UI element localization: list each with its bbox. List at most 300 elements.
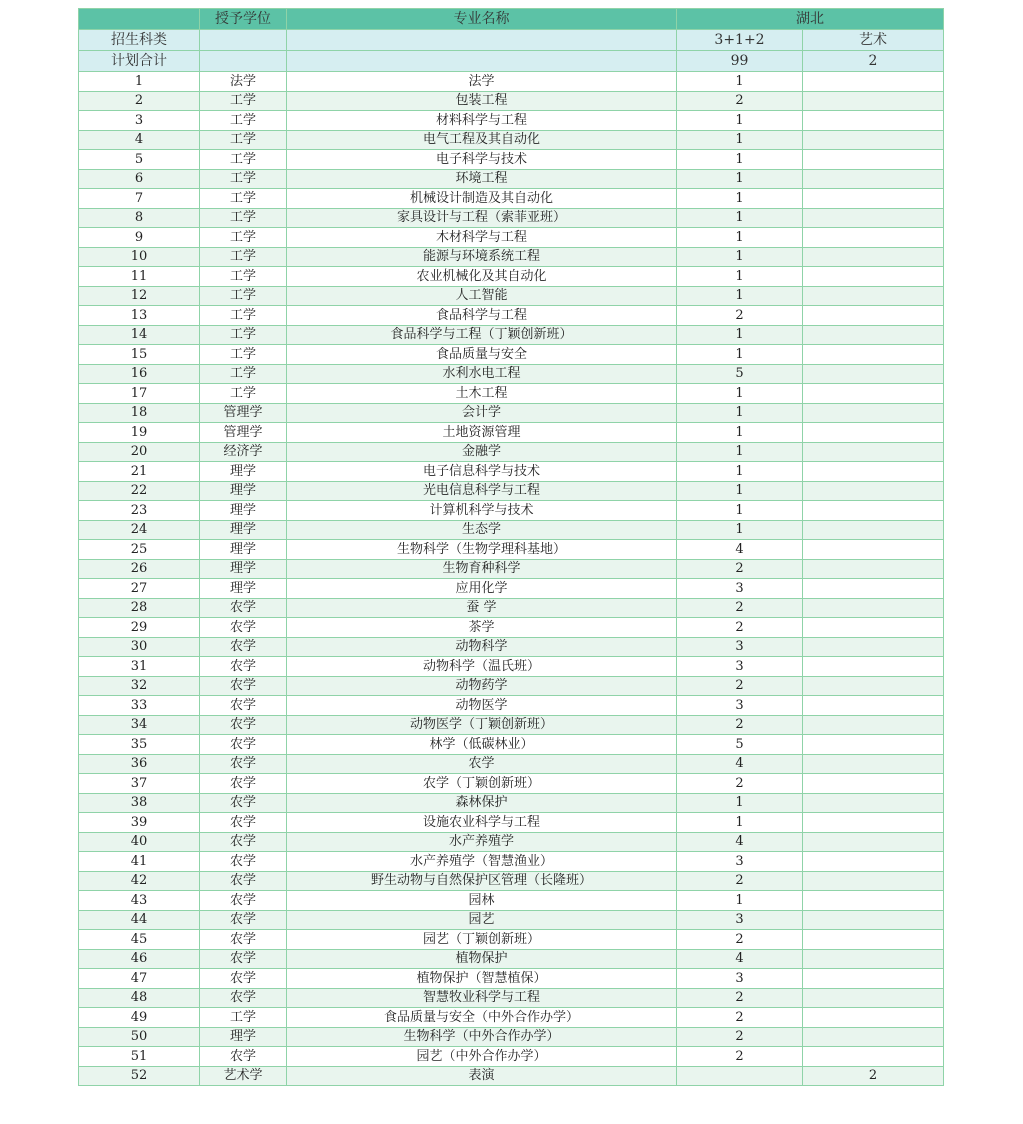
category-art: 艺术	[803, 30, 944, 51]
major-cell: 法学	[287, 72, 677, 92]
category-label: 招生科类	[79, 30, 200, 51]
quota-312-cell: 2	[677, 618, 803, 638]
quota-312-cell: 1	[677, 793, 803, 813]
table-row	[79, 130, 944, 150]
row-number: 11	[79, 267, 200, 287]
table-row	[79, 286, 944, 306]
table-row	[79, 72, 944, 92]
degree-cell: 农学	[200, 930, 287, 950]
table-row	[79, 735, 944, 755]
table-row	[79, 696, 944, 716]
row-number: 22	[79, 481, 200, 501]
category-312: 3+1+2	[677, 30, 803, 51]
quota-art-cell	[803, 988, 944, 1008]
row-number: 5	[79, 150, 200, 170]
degree-cell: 工学	[200, 189, 287, 209]
table-row	[79, 442, 944, 462]
quota-312-cell: 1	[677, 286, 803, 306]
table-row	[79, 852, 944, 872]
degree-cell: 工学	[200, 267, 287, 287]
row-number: 16	[79, 364, 200, 384]
table-row	[79, 774, 944, 794]
degree-cell: 工学	[200, 306, 287, 326]
quota-312-cell: 1	[677, 501, 803, 521]
quota-312-cell: 4	[677, 754, 803, 774]
row-number: 41	[79, 852, 200, 872]
row-number: 48	[79, 988, 200, 1008]
total-blank-cell	[287, 51, 677, 72]
major-cell: 生态学	[287, 520, 677, 540]
table-row	[79, 969, 944, 989]
table-row	[79, 1008, 944, 1028]
quota-312-cell: 1	[677, 813, 803, 833]
quota-312-cell: 1	[677, 384, 803, 404]
major-cell: 野生动物与自然保护区管理（长隆班）	[287, 871, 677, 891]
quota-art-cell	[803, 754, 944, 774]
row-number: 44	[79, 910, 200, 930]
quota-art-cell	[803, 501, 944, 521]
total-label: 计划合计	[79, 51, 200, 72]
quota-art-cell	[803, 228, 944, 248]
degree-cell: 农学	[200, 988, 287, 1008]
table-row	[79, 598, 944, 618]
table-row	[79, 949, 944, 969]
row-number: 46	[79, 949, 200, 969]
major-cell: 生物育种科学	[287, 559, 677, 579]
quota-art-cell	[803, 1027, 944, 1047]
major-cell: 家具设计与工程（索菲亚班）	[287, 208, 677, 228]
degree-cell: 工学	[200, 364, 287, 384]
table-row	[79, 111, 944, 131]
quota-312-cell: 1	[677, 891, 803, 911]
row-number: 12	[79, 286, 200, 306]
total-row	[79, 51, 944, 72]
major-cell: 蚕 学	[287, 598, 677, 618]
row-number: 10	[79, 247, 200, 267]
table-row	[79, 579, 944, 599]
quota-art-cell	[803, 364, 944, 384]
row-number: 19	[79, 423, 200, 443]
quota-312-cell: 1	[677, 481, 803, 501]
quota-art-cell	[803, 306, 944, 326]
quota-312-cell: 3	[677, 852, 803, 872]
quota-312-cell: 2	[677, 1047, 803, 1067]
table-row	[79, 462, 944, 482]
degree-cell: 农学	[200, 949, 287, 969]
degree-cell: 农学	[200, 891, 287, 911]
degree-cell: 理学	[200, 462, 287, 482]
quota-312-cell: 5	[677, 364, 803, 384]
quota-art-cell	[803, 618, 944, 638]
major-cell: 会计学	[287, 403, 677, 423]
quota-312-cell: 1	[677, 72, 803, 92]
degree-cell: 理学	[200, 501, 287, 521]
quota-art-cell	[803, 462, 944, 482]
quota-art-cell	[803, 150, 944, 170]
row-number: 52	[79, 1066, 200, 1086]
row-number: 30	[79, 637, 200, 657]
quota-312-cell: 1	[677, 267, 803, 287]
row-number: 39	[79, 813, 200, 833]
major-cell: 包装工程	[287, 91, 677, 111]
quota-art-cell	[803, 793, 944, 813]
major-cell: 环境工程	[287, 169, 677, 189]
major-cell: 电子信息科学与技术	[287, 462, 677, 482]
quota-art-cell	[803, 1047, 944, 1067]
degree-cell: 农学	[200, 774, 287, 794]
degree-cell: 工学	[200, 325, 287, 345]
major-cell: 农学（丁颖创新班）	[287, 774, 677, 794]
degree-cell: 农学	[200, 754, 287, 774]
table-row	[79, 520, 944, 540]
quota-312-cell: 2	[677, 988, 803, 1008]
quota-art-cell	[803, 949, 944, 969]
degree-cell: 工学	[200, 169, 287, 189]
degree-cell: 理学	[200, 481, 287, 501]
degree-cell: 农学	[200, 618, 287, 638]
major-cell: 水利水电工程	[287, 364, 677, 384]
quota-art-cell	[803, 930, 944, 950]
degree-cell: 工学	[200, 1008, 287, 1028]
province-header: 湖北	[677, 9, 944, 30]
row-number: 1	[79, 72, 200, 92]
row-number: 9	[79, 228, 200, 248]
table-row	[79, 267, 944, 287]
table-row	[79, 169, 944, 189]
major-cell: 园艺（中外合作办学）	[287, 1047, 677, 1067]
quota-art-cell	[803, 325, 944, 345]
major-cell: 人工智能	[287, 286, 677, 306]
major-cell: 电气工程及其自动化	[287, 130, 677, 150]
major-cell: 电子科学与技术	[287, 150, 677, 170]
table-row	[79, 891, 944, 911]
quota-312-cell: 1	[677, 345, 803, 365]
quota-312-cell: 1	[677, 111, 803, 131]
degree-cell: 工学	[200, 286, 287, 306]
table-row	[79, 754, 944, 774]
quota-art-cell	[803, 1008, 944, 1028]
major-cell: 设施农业科学与工程	[287, 813, 677, 833]
degree-cell: 经济学	[200, 442, 287, 462]
quota-312-cell: 1	[677, 247, 803, 267]
quota-312-cell: 2	[677, 91, 803, 111]
major-cell: 食品质量与安全（中外合作办学）	[287, 1008, 677, 1028]
quota-312-cell: 1	[677, 169, 803, 189]
major-cell: 智慧牧业科学与工程	[287, 988, 677, 1008]
table-row	[79, 637, 944, 657]
quota-art-cell	[803, 969, 944, 989]
quota-art-cell	[803, 715, 944, 735]
table-row	[79, 423, 944, 443]
row-number: 49	[79, 1008, 200, 1028]
quota-312-cell: 3	[677, 657, 803, 677]
row-number: 29	[79, 618, 200, 638]
quota-art-cell	[803, 403, 944, 423]
table-row	[79, 208, 944, 228]
quota-art-cell	[803, 891, 944, 911]
degree-cell: 农学	[200, 696, 287, 716]
degree-cell: 工学	[200, 150, 287, 170]
row-number: 51	[79, 1047, 200, 1067]
table-row	[79, 1047, 944, 1067]
row-number: 23	[79, 501, 200, 521]
table-row	[79, 384, 944, 404]
quota-312-cell: 2	[677, 774, 803, 794]
quota-art-cell	[803, 579, 944, 599]
degree-cell: 工学	[200, 345, 287, 365]
degree-cell: 艺术学	[200, 1066, 287, 1086]
quota-art-cell	[803, 774, 944, 794]
quota-312-cell: 1	[677, 520, 803, 540]
quota-art-cell	[803, 637, 944, 657]
major-cell: 金融学	[287, 442, 677, 462]
major-cell: 林学（低碳林业）	[287, 735, 677, 755]
quota-312-cell: 1	[677, 130, 803, 150]
major-cell: 森林保护	[287, 793, 677, 813]
quota-312-cell: 2	[677, 676, 803, 696]
row-number: 50	[79, 1027, 200, 1047]
quota-art-cell	[803, 696, 944, 716]
quota-312-cell: 3	[677, 910, 803, 930]
quota-312-cell: 3	[677, 637, 803, 657]
quota-art-cell	[803, 520, 944, 540]
table-row	[79, 228, 944, 248]
degree-cell: 工学	[200, 130, 287, 150]
row-number: 26	[79, 559, 200, 579]
major-cell: 材料科学与工程	[287, 111, 677, 131]
degree-cell: 农学	[200, 715, 287, 735]
quota-art-cell	[803, 91, 944, 111]
row-number: 28	[79, 598, 200, 618]
major-cell: 土木工程	[287, 384, 677, 404]
row-number: 38	[79, 793, 200, 813]
quota-art-cell	[803, 910, 944, 930]
degree-cell: 农学	[200, 1047, 287, 1067]
admission-plan-table	[78, 8, 944, 1086]
row-number: 34	[79, 715, 200, 735]
table-row	[79, 559, 944, 579]
quota-art-cell	[803, 598, 944, 618]
table-row	[79, 657, 944, 677]
major-cell: 动物药学	[287, 676, 677, 696]
degree-cell: 管理学	[200, 423, 287, 443]
quota-art-cell	[803, 832, 944, 852]
table-row	[79, 715, 944, 735]
table-row	[79, 91, 944, 111]
major-cell: 动物医学	[287, 696, 677, 716]
quota-312-cell: 3	[677, 696, 803, 716]
header-blank-cell	[79, 9, 200, 30]
quota-art-cell	[803, 481, 944, 501]
degree-cell: 农学	[200, 969, 287, 989]
row-number: 7	[79, 189, 200, 209]
quota-art-cell	[803, 130, 944, 150]
quota-312-cell: 3	[677, 579, 803, 599]
degree-cell: 工学	[200, 111, 287, 131]
row-number: 31	[79, 657, 200, 677]
quota-312-cell: 2	[677, 1027, 803, 1047]
degree-cell: 农学	[200, 871, 287, 891]
quota-312-cell: 1	[677, 462, 803, 482]
row-number: 37	[79, 774, 200, 794]
major-cell: 园艺（丁颖创新班）	[287, 930, 677, 950]
quota-art-cell	[803, 111, 944, 131]
major-cell: 应用化学	[287, 579, 677, 599]
total-blank-cell	[200, 51, 287, 72]
major-cell: 水产养殖学	[287, 832, 677, 852]
table-row	[79, 247, 944, 267]
degree-cell: 农学	[200, 735, 287, 755]
degree-cell: 农学	[200, 832, 287, 852]
quota-312-cell: 2	[677, 1008, 803, 1028]
quota-312-cell: 2	[677, 306, 803, 326]
row-number: 27	[79, 579, 200, 599]
degree-cell: 农学	[200, 657, 287, 677]
quota-312-cell: 1	[677, 189, 803, 209]
quota-312-cell: 4	[677, 949, 803, 969]
quota-art-cell	[803, 286, 944, 306]
table-row	[79, 403, 944, 423]
major-cell: 食品质量与安全	[287, 345, 677, 365]
quota-art-cell	[803, 267, 944, 287]
quota-art-cell	[803, 384, 944, 404]
major-cell: 农学	[287, 754, 677, 774]
major-cell: 植物保护	[287, 949, 677, 969]
row-number: 8	[79, 208, 200, 228]
degree-cell: 工学	[200, 91, 287, 111]
row-number: 17	[79, 384, 200, 404]
degree-cell: 农学	[200, 637, 287, 657]
major-cell: 土地资源管理	[287, 423, 677, 443]
quota-art-cell	[803, 345, 944, 365]
row-number: 33	[79, 696, 200, 716]
table-row	[79, 540, 944, 560]
degree-cell: 农学	[200, 813, 287, 833]
table-row	[79, 871, 944, 891]
degree-cell: 工学	[200, 247, 287, 267]
category-blank-cell	[200, 30, 287, 51]
major-cell: 能源与环境系统工程	[287, 247, 677, 267]
row-number: 43	[79, 891, 200, 911]
quota-art-cell	[803, 540, 944, 560]
major-cell: 机械设计制造及其自动化	[287, 189, 677, 209]
major-cell: 食品科学与工程（丁颖创新班）	[287, 325, 677, 345]
major-cell: 动物医学（丁颖创新班）	[287, 715, 677, 735]
table-row	[79, 345, 944, 365]
total-art: 2	[803, 51, 944, 72]
quota-312-cell	[677, 1066, 803, 1086]
row-number: 6	[79, 169, 200, 189]
row-number: 4	[79, 130, 200, 150]
major-cell: 水产养殖学（智慧渔业）	[287, 852, 677, 872]
degree-cell: 工学	[200, 228, 287, 248]
degree-cell: 法学	[200, 72, 287, 92]
degree-cell: 农学	[200, 676, 287, 696]
row-number: 15	[79, 345, 200, 365]
quota-art-cell	[803, 208, 944, 228]
quota-312-cell: 1	[677, 325, 803, 345]
quota-art-cell	[803, 871, 944, 891]
row-number: 21	[79, 462, 200, 482]
quota-312-cell: 1	[677, 423, 803, 443]
row-number: 20	[79, 442, 200, 462]
row-number: 35	[79, 735, 200, 755]
quota-312-cell: 2	[677, 871, 803, 891]
major-cell: 计算机科学与技术	[287, 501, 677, 521]
major-cell: 农业机械化及其自动化	[287, 267, 677, 287]
quota-312-cell: 3	[677, 969, 803, 989]
major-cell: 植物保护（智慧植保）	[287, 969, 677, 989]
degree-cell: 理学	[200, 579, 287, 599]
row-number: 45	[79, 930, 200, 950]
quota-art-cell	[803, 852, 944, 872]
quota-art-cell	[803, 169, 944, 189]
table-row	[79, 481, 944, 501]
table-row	[79, 150, 944, 170]
table-row	[79, 306, 944, 326]
row-number: 13	[79, 306, 200, 326]
degree-cell: 农学	[200, 910, 287, 930]
table-row	[79, 930, 944, 950]
degree-cell: 理学	[200, 540, 287, 560]
table-row	[79, 676, 944, 696]
major-cell: 木材科学与工程	[287, 228, 677, 248]
table-row	[79, 988, 944, 1008]
major-cell: 生物科学（生物学理科基地）	[287, 540, 677, 560]
total-312: 99	[677, 51, 803, 72]
row-number: 25	[79, 540, 200, 560]
table-row	[79, 501, 944, 521]
quota-art-cell	[803, 657, 944, 677]
row-number: 3	[79, 111, 200, 131]
major-cell: 表演	[287, 1066, 677, 1086]
quota-312-cell: 4	[677, 540, 803, 560]
quota-art-cell	[803, 559, 944, 579]
row-number: 14	[79, 325, 200, 345]
degree-cell: 理学	[200, 559, 287, 579]
major-cell: 园艺	[287, 910, 677, 930]
major-cell: 茶学	[287, 618, 677, 638]
degree-cell: 工学	[200, 384, 287, 404]
quota-312-cell: 1	[677, 403, 803, 423]
table-row	[79, 832, 944, 852]
row-number: 40	[79, 832, 200, 852]
quota-art-cell	[803, 189, 944, 209]
degree-cell: 农学	[200, 793, 287, 813]
quota-312-cell: 4	[677, 832, 803, 852]
major-cell: 园林	[287, 891, 677, 911]
major-cell: 食品科学与工程	[287, 306, 677, 326]
quota-312-cell: 1	[677, 208, 803, 228]
quota-art-cell	[803, 423, 944, 443]
quota-312-cell: 1	[677, 150, 803, 170]
major-cell: 动物科学	[287, 637, 677, 657]
table-row	[79, 910, 944, 930]
row-number: 32	[79, 676, 200, 696]
quota-312-cell: 2	[677, 559, 803, 579]
row-number: 36	[79, 754, 200, 774]
quota-art-cell	[803, 442, 944, 462]
major-cell: 动物科学（温氏班）	[287, 657, 677, 677]
quota-312-cell: 5	[677, 735, 803, 755]
major-cell: 生物科学（中外合作办学）	[287, 1027, 677, 1047]
table-row	[79, 1027, 944, 1047]
major-header: 专业名称	[287, 9, 677, 30]
table-row	[79, 813, 944, 833]
table-row	[79, 189, 944, 209]
degree-cell: 理学	[200, 1027, 287, 1047]
degree-cell: 农学	[200, 852, 287, 872]
